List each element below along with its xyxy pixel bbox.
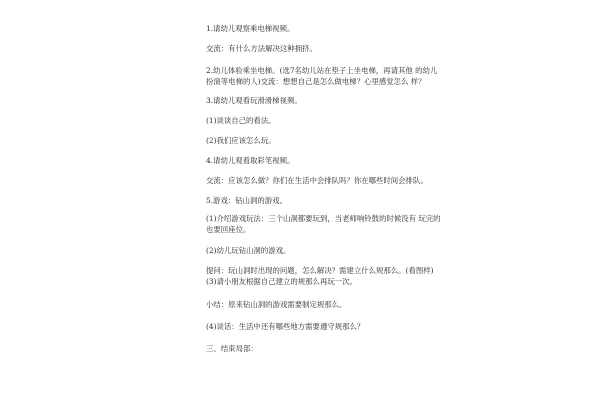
paragraph-4: 3.请幼儿观看玩滑滑梯视频。	[206, 96, 302, 105]
paragraph-1: 1.请幼儿观察乘电梯视频。	[206, 24, 295, 33]
paragraph-10: (1)介绍游戏玩法：三个山洞都要玩到，当老师响铃鼓的时候没有 玩完的也要回座位。	[206, 214, 441, 234]
paragraph-15: 三、结束局部：	[206, 344, 258, 353]
paragraph-8: 交流：应该怎么做？你们在生活中会排队吗？你在哪些时间会排队。	[206, 176, 428, 185]
paragraph-6: (2)我们应该怎么玩。	[206, 136, 276, 145]
paragraph-14: (4)谈话：生活中还有哪些地方需要遵守规那么？	[206, 322, 365, 331]
paragraph-12: 提问：玩山洞时出现的问题，怎么解决？需建立什么规那么。(看图样)(3)请小朋友根据自己建立的规那么再玩一次。	[206, 266, 434, 286]
paragraph-3: 2.幼儿体验乘坐电梯。(选7名幼儿站在垫子上坐电梯，再请其他 的幼儿扮演等电梯的人)交流：想想自己是怎么做电梯？心里感觉怎么 样？	[206, 66, 438, 86]
paragraph-11: (2)幼儿玩钻山洞的游戏。	[206, 246, 291, 255]
paragraph-7: 4.请幼儿观看取彩笔视频。	[206, 156, 295, 165]
paragraph-9: 5.游戏：钻山洞的游戏。	[206, 196, 287, 205]
paragraph-13: 小结：原来钻山洞的游戏需要制定规那么。	[206, 300, 347, 309]
paragraph-5: (1)谈谈自己的看法。	[206, 116, 276, 125]
paragraph-2: 交流：有什么方法解决这种拥挤。	[206, 44, 317, 53]
